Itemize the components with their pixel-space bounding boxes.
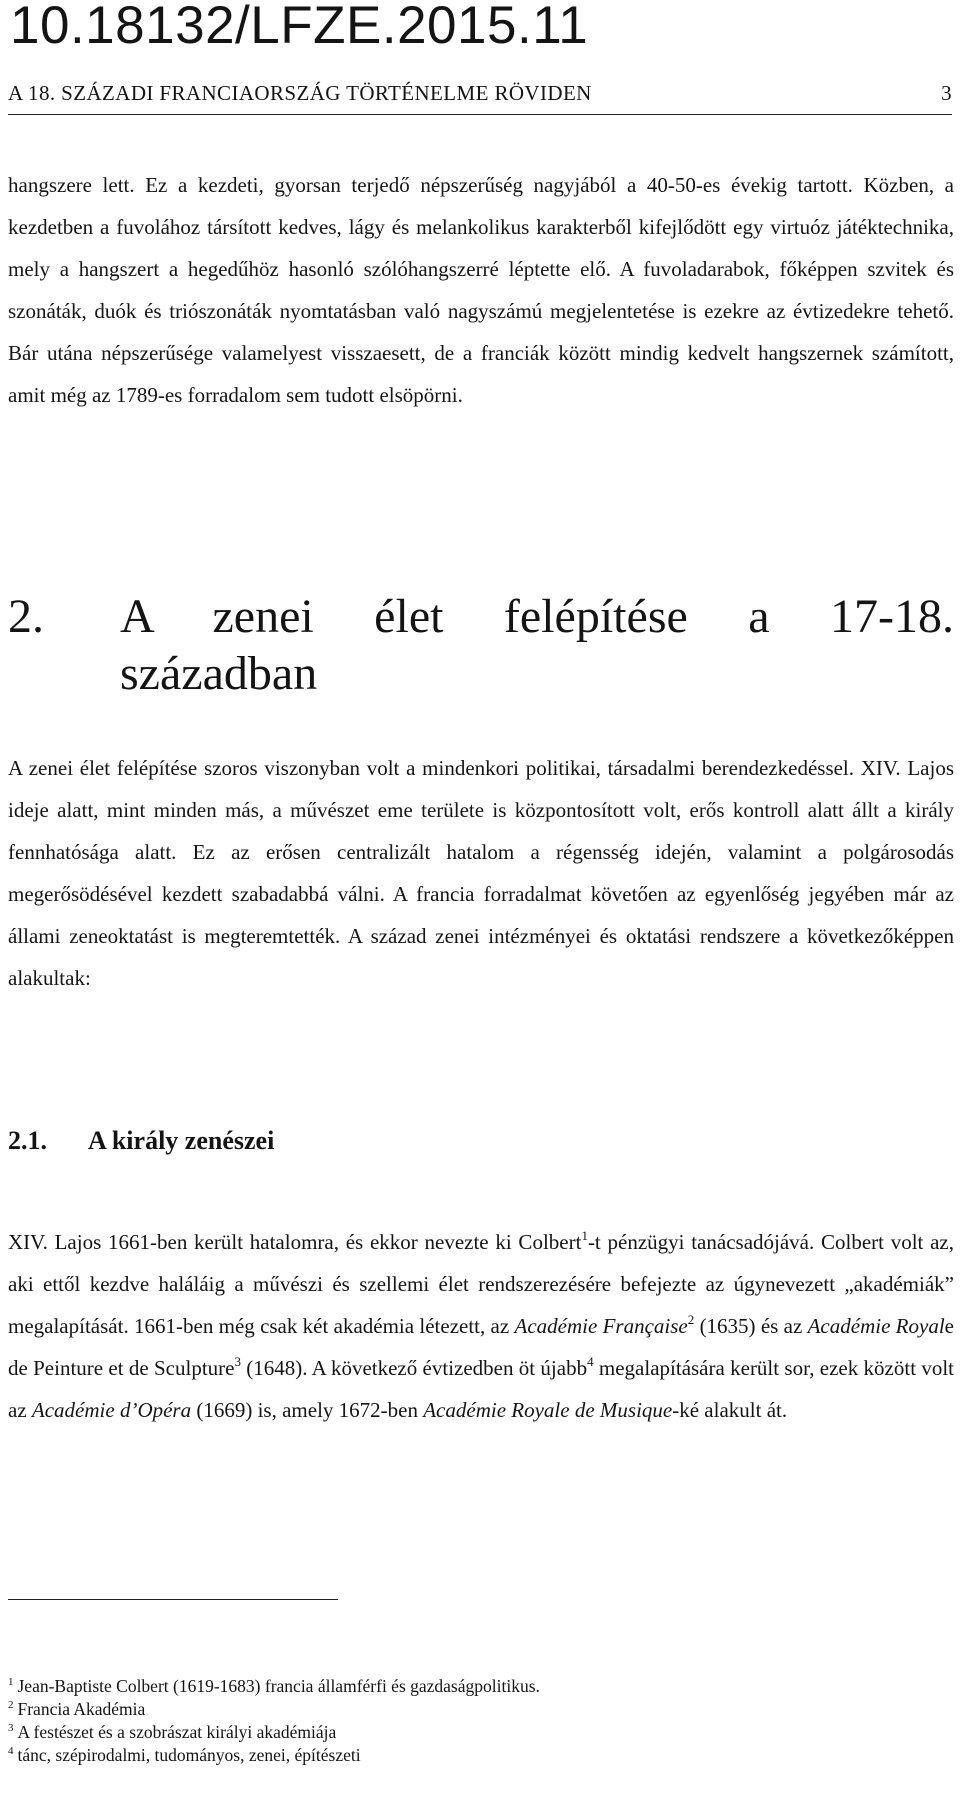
italic-term: Académie Royale de Musique: [423, 1398, 673, 1422]
text-run: (1635) és az: [694, 1314, 808, 1338]
footnote-marker: 1: [8, 1676, 14, 1688]
body-paragraph: A zenei élet felépítése szoros viszonyban volt a mindenkori politikai, társadalmi berendezkedéssel. XIV. Lajos ideje alatt, mint minden más, a művészet eme területe is központosított volt, erős kontroll alatt állt a király fennhatósága alatt. Ez az erősen centralizált hatalom a régensség idején, valamint a polgárosodás megerősödésével kezdett szabadabbá válni. A francia forradalmat követően az egyenlőség jegyében már az állami zeneoktatást is megteremtették. A század zenei intézményei és oktatási rendszere a következőképpen alakultak:: [8, 756, 954, 990]
text-run: XIV. Lajos 1661-ben került hatalomra, és ekkor nevezte ki Colbert: [8, 1230, 582, 1254]
footnote: [8, 1744, 361, 1766]
italic-term: Académie Française: [514, 1314, 688, 1338]
text-run: e de Peinture et de Sculpture: [8, 1314, 954, 1380]
page-number: 3: [941, 81, 952, 105]
running-header: [8, 78, 952, 115]
running-header-title: A 18. SZÁZADI FRANCIAORSZÁG TÖRTÉNELME RÖVIDEN: [8, 81, 592, 105]
body-paragraph: hangszere lett. Ez a kezdeti, gyorsan terjedő népszerűség nagyjából a 40-50-es évekig tartott. Közben, a kezdetben a fuvolához társított kedves, lágy és melankolikus karakterből kifejlődött egy virtuóz játéktechnika, mely a hangszert a hegedűhöz hasonló szólóhangszerré léptette elő. A fuvoladarabok, főképpen szvitek és szonáták, duók és triószonáták nyomtatásban való nagyszámú megjelentetése is ezekre az évtizedekre tehető. Bár utána népszerűsége valamelyest visszaesett, de a franciák között mindig kedvelt hangszernek számított, amit még az 1789-es forradalom sem tudott elsöpörni.: [8, 173, 954, 407]
subsection-title: A király zenészei: [88, 1126, 275, 1155]
body-paragraph: [8, 1221, 954, 1431]
text-run: -t pénzügyi tanácsadójává. Colbert volt az, aki ettől kezdve haláláig a művészi és szellemi élet rendszerezésére befejezte az úgynevezett „akadémiák” megalapítását. 1661-ben még csak két akadémia létezett, az: [8, 1230, 955, 1338]
section-number: 2.: [8, 590, 44, 643]
footnote: [8, 1675, 540, 1697]
italic-term: Académie Royal: [807, 1314, 945, 1338]
footnote-text: A festészet és a szobrászat királyi akadémiája: [17, 1722, 337, 1742]
text-run: (1669) is, amely 1672-ben: [191, 1398, 424, 1422]
section-title-line-1: A zenei élet felépítése a 17-18.: [120, 590, 954, 643]
footnote-ref: 2: [687, 1312, 695, 1327]
footnote: [8, 1721, 336, 1743]
footnote-text: Jean-Baptiste Colbert (1619-1683) francia államférfi és gazdaságpolitikus.: [17, 1676, 540, 1696]
footnote-marker: 4: [8, 1745, 14, 1757]
footnote-ref: 3: [234, 1354, 241, 1369]
footnote-marker: 2: [8, 1699, 14, 1711]
section-title: [120, 588, 954, 702]
footnote-separator: [8, 1599, 338, 1600]
footnote: [8, 1698, 145, 1720]
footnote-ref: 1: [581, 1228, 588, 1243]
doi-watermark: 10.18132/LFZE.2015.11: [10, 0, 589, 55]
section-title-line-2: században: [120, 647, 318, 700]
footnote-ref: 4: [587, 1354, 594, 1369]
text-run: (1648). A következő évtizedben öt újabb: [240, 1356, 588, 1380]
footnote-text: tánc, szépirodalmi, tudományos, zenei, építészeti: [17, 1745, 361, 1765]
footnote-marker: 3: [8, 1722, 14, 1734]
text-run: -ké alakult át.: [672, 1398, 788, 1422]
text-run: megalapítására került sor, ezek között volt az: [8, 1356, 954, 1422]
subsection-number: 2.1.: [8, 1126, 47, 1155]
italic-term: Académie d’Opéra: [31, 1398, 192, 1422]
footnote-text: Francia Akadémia: [17, 1699, 146, 1719]
